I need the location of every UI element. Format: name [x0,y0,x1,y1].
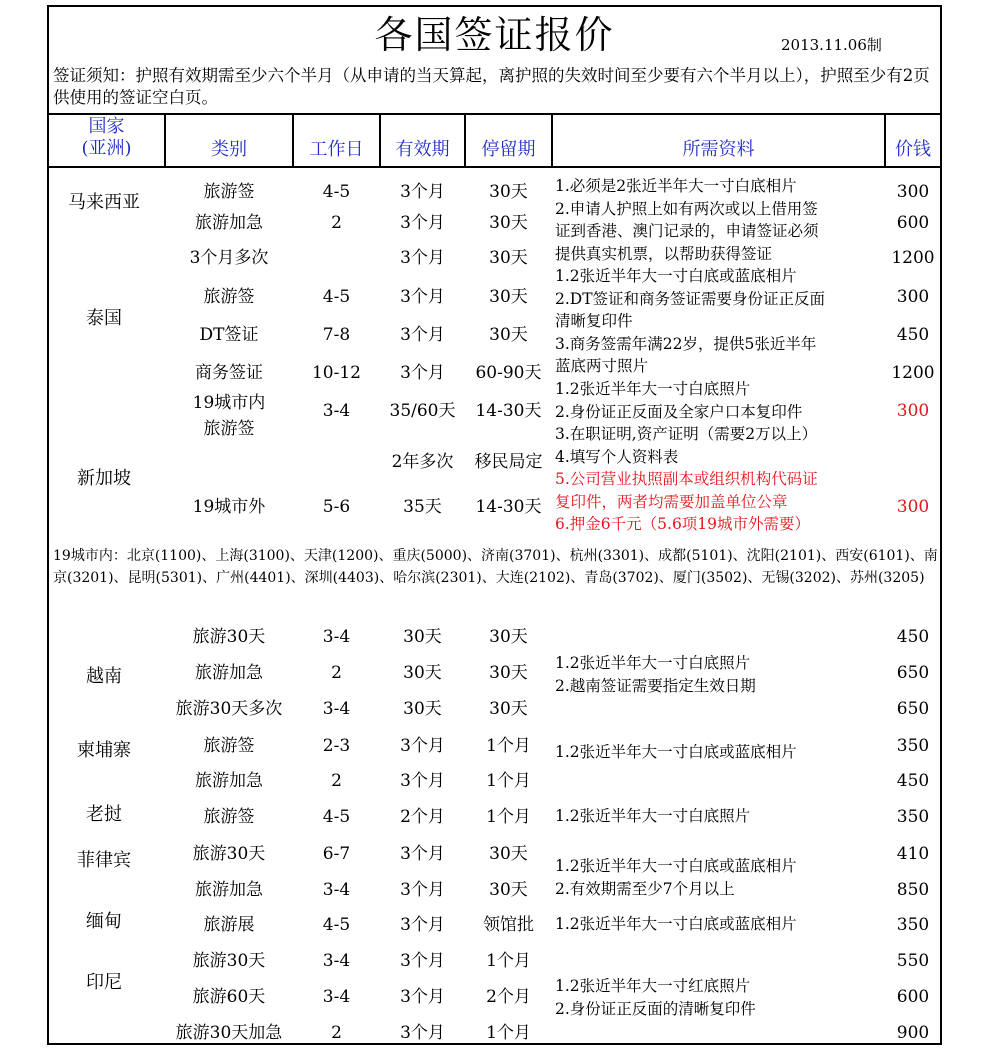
materials-line-highlight: 5.公司营业执照副本或组织机构代码证 [555,470,818,488]
cell-type: 旅游加急 [195,663,263,683]
cell-price: 300 [896,287,930,307]
cell-stay: 1个月 [486,807,531,827]
materials-line-highlight: 6.押金6千元（5.6项19城市外需要） [555,515,811,533]
materials-line: 2.越南签证需要指定生效日期 [555,676,756,695]
cell-price: 550 [896,951,930,971]
header-country-line1: 国家 [88,116,125,137]
materials-line: 1.2张近半年大一寸白底照片 [555,380,751,398]
cell-stay: 30天 [489,663,528,683]
cell-validity: 35天 [403,497,442,517]
cell-price: 600 [896,213,930,233]
cell-price: 350 [896,915,930,935]
cell-price: 650 [896,663,930,683]
materials-line: 清晰复印件 [555,312,633,330]
cell-workdays: 2 [331,213,342,233]
cell-stay: 30天 [489,844,528,864]
header-top-border [49,113,940,115]
cell-type: 19城市内 旅游签 [192,393,266,439]
cell-workdays: 3-4 [322,880,351,900]
header-type: 类别 [211,139,247,160]
cell-type: 旅游30天 [192,844,266,864]
cell-workdays: 7-8 [322,325,351,345]
cell-price: 300 [896,497,930,517]
cell-price: 350 [896,736,930,756]
materials-line: 1.2张近半年大一寸白底或蓝底相片 [555,915,797,933]
cell-type: 旅游30天 [192,951,266,971]
cell-stay: 14-30天 [475,401,542,421]
cell-validity: 3个月 [400,182,445,202]
cell-stay: 1个月 [486,1023,531,1043]
country-cambodia: 柬埔寨 [77,740,131,761]
materials-line: 2.DT签证和商务签证需要身份证正反面 [555,289,826,308]
materials-line: 1.必须是2张近半年大一寸白底相片 [555,177,797,195]
cell-stay: 30天 [489,627,528,647]
cell-price: 1200 [891,363,935,383]
materials-line: 1.2张近半年大一寸白底或蓝底相片 [555,857,797,875]
materials-line: 1.2张近半年大一寸红底照片 [555,977,751,995]
cell-stay: 30天 [489,248,528,268]
cell-type: 旅游30天加急 [175,1023,283,1043]
country-philippines: 菲律宾 [77,850,131,871]
cell-stay: 30天 [489,699,528,719]
cell-validity: 30天 [403,663,442,683]
cell-validity: 3个月 [400,915,445,935]
cell-validity: 35/60天 [389,401,456,421]
cell-stay: 30天 [489,325,528,345]
materials-line: 1.2张近半年大一寸白底或蓝底相片 [555,267,797,285]
cell-type: 旅游30天 [192,627,266,647]
materials-cambodia [555,741,891,764]
cell-type: 旅游加急 [195,213,263,233]
price-sheet [47,5,942,1045]
visa-notice: 签证须知：护照有效期需至少六个半月（从申请的当天算起，离护照的失效时间至少要有六个半月以上），护照至少有2页供使用的签证空白页。 [53,66,930,107]
materials-line: 2.有效期需至少7个月以上 [555,879,735,898]
cell-workdays: 6-7 [322,844,351,864]
cell-type: 旅游加急 [195,771,263,791]
cell-validity: 3个月 [400,287,445,307]
materials-indonesia [555,975,891,1020]
cell-validity: 3个月 [400,213,445,233]
cell-stay: 60-90天 [475,363,542,383]
page-title: 各国签证报价 [374,13,615,57]
cell-workdays: 3-4 [322,699,351,719]
cell-workdays: 4-5 [322,915,351,935]
country-singapore: 新加坡 [77,468,131,489]
materials-laos [555,805,891,828]
cell-type: 旅游30天多次 [175,699,283,719]
cell-price: 410 [896,844,930,864]
cell-type: 旅游签 [203,287,255,307]
cell-type: DT签证 [199,325,259,345]
country-indonesia: 印尼 [86,972,122,993]
materials-singapore [555,378,891,536]
cell-price: 650 [896,699,930,719]
materials-line: 1.2张近半年大一寸白底照片 [555,807,751,825]
header-workdays: 工作日 [309,139,364,160]
cell-stay: 2个月 [486,987,531,1007]
country-vietnam: 越南 [86,666,122,687]
cell-type: 旅游加急 [195,880,263,900]
cell-price: 350 [896,807,930,827]
header-materials: 所需资料 [682,139,755,160]
materials-line: 蓝底两寸照片 [555,357,649,375]
header-bottom-border [49,166,940,168]
cell-price: 450 [896,627,930,647]
cell-stay: 移民局定 [474,452,543,472]
materials-line: 提供真实机票，以帮助获得签证 [555,244,773,263]
country-laos: 老挝 [86,804,122,825]
country-thailand: 泰国 [86,308,122,329]
cell-validity: 3个月 [400,1023,445,1043]
materials-line: 2.身份证正反面的清晰复印件 [555,999,756,1018]
cell-type: 旅游签 [203,182,255,202]
materials-thailand [555,265,891,378]
date-label: 2013.11.06制 [781,36,882,54]
cell-validity: 3个月 [400,844,445,864]
country-myanmar: 缅甸 [86,911,122,932]
header-country-line2: (亚洲) [81,138,132,159]
cell-workdays: 3-4 [322,987,351,1007]
materials-vietnam [555,652,891,697]
cell-validity: 3个月 [400,325,445,345]
cell-workdays: 3-4 [322,627,351,647]
cell-workdays: 4-5 [322,807,351,827]
cell-workdays: 2-3 [322,736,351,756]
cell-price: 300 [896,182,930,202]
cell-validity: 3个月 [400,987,445,1007]
cell-workdays: 3-4 [322,401,351,421]
cell-workdays: 10-12 [311,363,361,383]
materials-line: 3.商务签需年满22岁，提供5张近半年 [555,334,817,353]
cell-type: 19城市外 [192,497,266,517]
header-price: 价钱 [895,139,931,160]
cell-stay: 1个月 [486,736,531,756]
cell-stay: 1个月 [486,771,531,791]
cell-workdays: 5-6 [322,497,351,517]
materials-line: 3.在职证明,资产证明（需要2万以上） [555,425,818,443]
cities-note: 19城市内：北京(1100)、上海(3100)、天津(1200)、重庆(5000)、济南(3701)、杭州(3301)、成都(5101)、沈阳(2101)、西安(6101)、南京(3201)、昆明(5301)、广州(4401)、深圳(4403)、哈尔滨(2301)、大连(2102)、青岛(3702)、厦门(3502)、无锡(3202)、苏州(3205) [53,548,938,586]
materials-line-highlight: 复印件，两者均需要加盖单位公章 [555,492,788,511]
cell-validity: 2个月 [400,807,445,827]
cell-stay: 1个月 [486,951,531,971]
cell-workdays: 4-5 [322,182,351,202]
cell-price: 300 [896,401,930,421]
cell-type: 旅游签 [203,807,255,827]
cell-price: 1200 [891,248,935,268]
cell-type: 旅游展 [203,915,255,935]
cell-workdays: 2 [331,1023,342,1043]
materials-philippines [555,855,891,900]
cell-price: 900 [896,1023,930,1043]
cell-workdays: 3-4 [322,951,351,971]
header-stay: 停留期 [481,139,536,160]
cell-validity: 3个月 [400,880,445,900]
cell-stay: 14-30天 [475,497,542,517]
header-validity: 有效期 [395,139,450,160]
cell-validity: 30天 [403,699,442,719]
cell-type: 旅游签 [203,736,255,756]
cell-stay: 30天 [489,213,528,233]
cell-workdays: 2 [331,663,342,683]
cell-validity: 3个月 [400,771,445,791]
cell-validity: 3个月 [400,951,445,971]
cell-validity: 2年多次 [391,452,454,472]
cell-stay: 领馆批 [483,915,534,935]
materials-line: 4.填写个人资料表 [555,447,679,466]
cell-price: 450 [896,771,930,791]
cell-price: 850 [896,880,930,900]
cell-workdays: 4-5 [322,287,351,307]
cell-stay: 30天 [489,287,528,307]
cell-price: 450 [896,325,930,345]
cell-type: 旅游60天 [192,987,266,1007]
cell-validity: 3个月 [400,736,445,756]
materials-line: 1.2张近半年大一寸白底照片 [555,654,751,672]
materials-line: 证到香港、澳门记录的，申请签证必须 [555,222,819,240]
cell-validity: 3个月 [400,363,445,383]
materials-line: 2.身份证正反面及全家户口本复印件 [555,402,803,421]
materials-malaysia [555,175,891,265]
cell-validity: 30天 [403,627,442,647]
cell-type: 3个月多次 [189,248,269,268]
cell-stay: 30天 [489,880,528,900]
header-country [49,116,164,160]
materials-line: 2.申请人护照上如有两次或以上借用签 [555,199,818,218]
cell-stay: 30天 [489,182,528,202]
cell-type: 商务签证 [195,363,263,383]
cell-workdays: 2 [331,771,342,791]
cell-price: 600 [896,987,930,1007]
country-malaysia: 马来西亚 [68,192,140,213]
cell-validity: 3个月 [400,248,445,268]
materials-line: 1.2张近半年大一寸白底或蓝底相片 [555,743,797,761]
materials-myanmar [555,913,891,936]
